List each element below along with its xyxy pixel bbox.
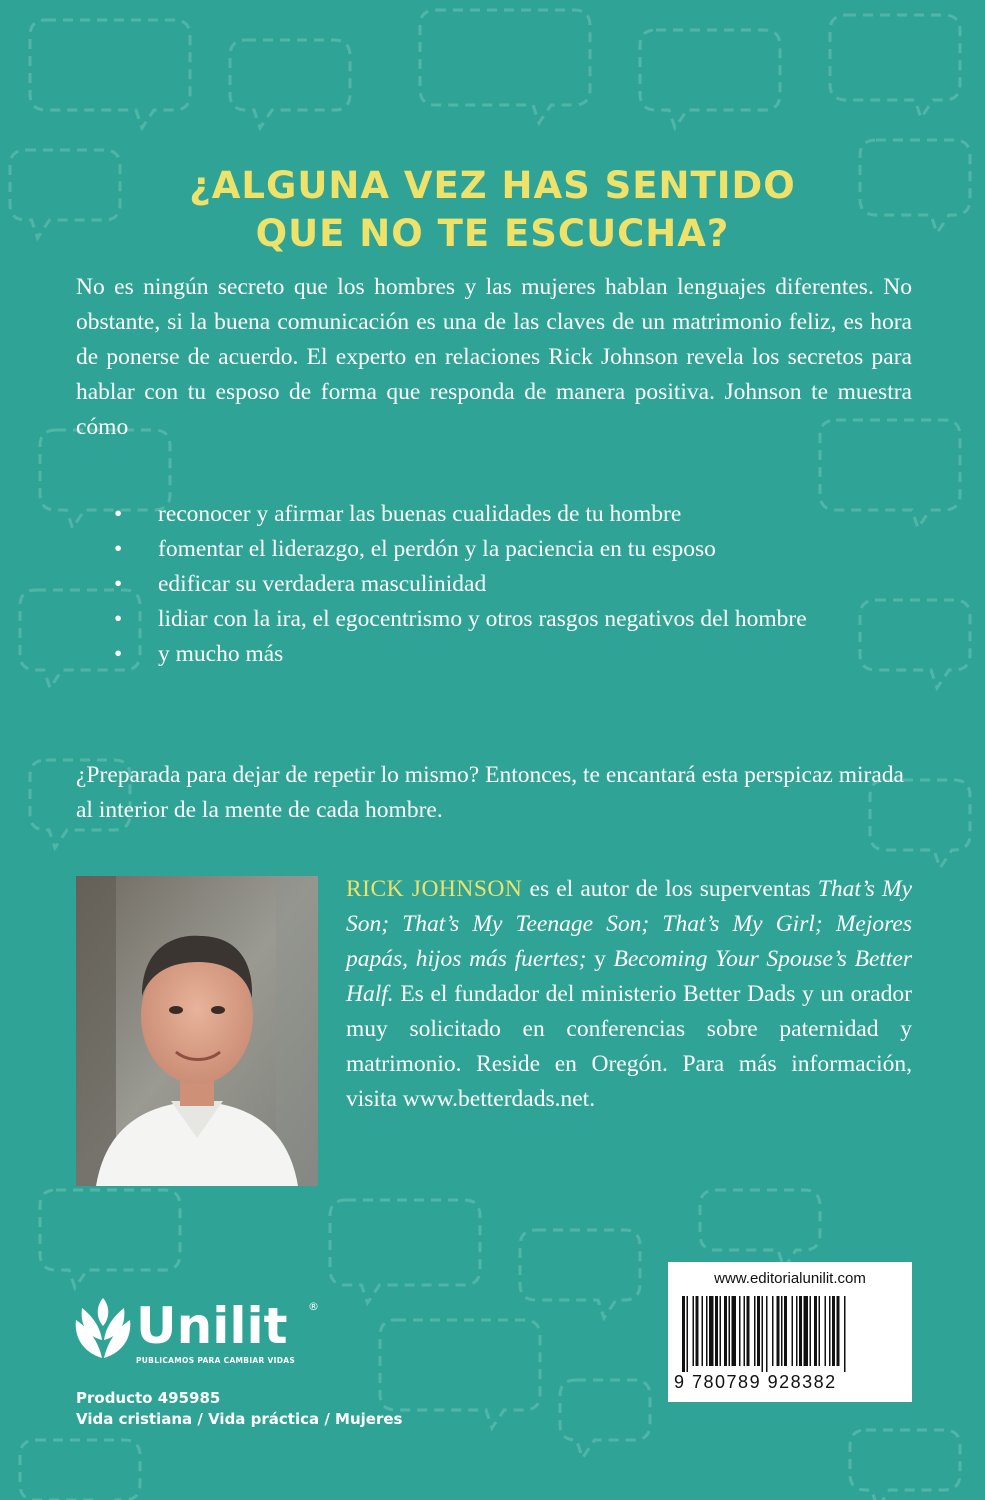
- speech-bubble-outline: [830, 15, 960, 118]
- publisher-logo: [72, 1296, 332, 1376]
- author-bio: RICK JOHNSON es el autor de los superventas That’s My Son; That’s My Teenage Son; That’s My Girl; Mejores papás, hijos más fuertes; y Becoming Your Spouse’s Better Half. Es el fundador del ministerio Better Dads y un orador muy solicitado en conferencias sobre paternidad y matrimonio. Reside en Oregón. Para más información, visita www.betterdads.net.: [346, 876, 913, 1112]
- barcode-bar: [706, 1296, 708, 1366]
- author-photo: [76, 876, 318, 1186]
- barcode-bar: [804, 1296, 809, 1366]
- publisher-url: www.editorialunilit.com: [714, 1270, 866, 1287]
- barcode-bar: [837, 1296, 840, 1366]
- list-item: • reconocer y afirmar las buenas cualidades de tu hombre: [112, 497, 912, 532]
- barcode-bar: [747, 1296, 750, 1366]
- list-item: • lidiar con la ira, el egocentrismo y otros rasgos negativos del hombre: [112, 602, 912, 637]
- speech-bubble-outline: [380, 1320, 540, 1428]
- barcode-bar: [682, 1296, 685, 1372]
- barcode-bar: [729, 1296, 731, 1366]
- list-item: • edificar su verdadera masculinidad: [112, 567, 912, 602]
- product-info: [76, 1388, 402, 1430]
- logo-wordmark: Unilit: [136, 1297, 288, 1355]
- barcode-bar: [829, 1296, 831, 1366]
- barcode-bar: [819, 1296, 821, 1366]
- speech-bubble-outline: [520, 1230, 640, 1318]
- barcode-box: [668, 1262, 912, 1402]
- product-category: Vida cristiana / Vida práctica / Mujeres: [76, 1410, 403, 1428]
- list-item: • y mucho más: [112, 637, 912, 672]
- headline-line-1: ¿ALGUNA VEZ HAS SENTIDO: [189, 164, 796, 207]
- isbn-digits: 9 780789 928382: [674, 1372, 837, 1392]
- barcode-bar: [766, 1296, 768, 1372]
- barcode-bar: [762, 1296, 764, 1372]
- barcode-bar: [724, 1296, 727, 1366]
- closing-paragraph: ¿Preparada para dejar de repetir lo mismo? Entonces, te encantará esta perspicaz mirada al interior de la mente de cada hombre.: [76, 762, 904, 823]
- barcode-bar: [754, 1296, 756, 1366]
- speech-bubble-outline: [640, 30, 780, 128]
- barcode-bar: [777, 1296, 780, 1366]
- headline: [0, 162, 985, 258]
- barcode-bar: [832, 1296, 835, 1366]
- barcode-bar: [825, 1296, 827, 1366]
- barcode-bar: [720, 1296, 722, 1366]
- barcode-bar: [739, 1296, 741, 1366]
- barcode-bar: [693, 1296, 695, 1366]
- headline-line-2: QUE NO TE ESCUCHA?: [255, 212, 730, 255]
- barcode-bar: [732, 1296, 737, 1366]
- speech-bubble-outline: [420, 10, 590, 123]
- speech-bubble-outline: [30, 20, 190, 128]
- barcode-bar: [810, 1296, 812, 1366]
- barcode-bar: [696, 1296, 699, 1366]
- barcode-bar: [799, 1296, 802, 1366]
- speech-bubble-outline: [560, 1380, 650, 1458]
- book-titles: That’s My Son; That’s My Teenage Son; That’s My Girl; Mejores papás, hijos más fuertes;: [346, 876, 912, 972]
- intro-paragraph: No es ningún secreto que los hombres y las mujeres hablan lenguajes diferentes. No obstante, si la buena comunicación es una de las claves de un matrimonio feliz, es hora de ponerse de acuerdo. El experto en relaciones Rick Johnson revela los secretos para hablar con tu esposo de forma que responda de manera positiva. Johnson te muestra cómo: [76, 274, 912, 440]
- barcode-bar: [744, 1296, 746, 1366]
- barcode-bar: [709, 1296, 714, 1366]
- barcode-bar: [781, 1296, 783, 1366]
- product-number: Producto 495985: [76, 1389, 221, 1407]
- barcode-bar: [792, 1296, 794, 1366]
- barcode-icon: [682, 1296, 898, 1372]
- author-name: RICK JOHNSON: [346, 876, 523, 902]
- barcode-bar: [796, 1296, 798, 1366]
- speech-bubble-outline: [700, 1190, 820, 1268]
- barcode-bar: [687, 1296, 689, 1372]
- registered-mark: ®: [308, 1300, 319, 1313]
- speech-bubble-outline: [40, 1190, 180, 1288]
- logo-tagline: PUBLICAMOS PARA CAMBIAR VIDAS: [136, 1356, 296, 1365]
- barcode-bar: [715, 1296, 718, 1366]
- barcode-bar: [844, 1296, 846, 1372]
- speech-bubble-outline: [330, 1200, 480, 1303]
- barcode-bar: [814, 1296, 817, 1366]
- barcode-bar: [784, 1296, 787, 1366]
- speech-bubble-outline: [850, 1430, 960, 1500]
- list-item: • fomentar el liderazgo, el perdón y la paciencia en tu esposo: [112, 532, 912, 567]
- bullet-list: [112, 497, 912, 672]
- barcode-bar: [772, 1296, 774, 1366]
- speech-bubble-outline: [20, 1440, 140, 1500]
- barcode-bar: [702, 1296, 704, 1366]
- book-title: Becoming Your Spouse’s Better Half.: [346, 946, 913, 1007]
- speech-bubble-outline: [230, 40, 350, 128]
- leaf-icon: [72, 1296, 134, 1366]
- barcode-bar: [757, 1296, 760, 1366]
